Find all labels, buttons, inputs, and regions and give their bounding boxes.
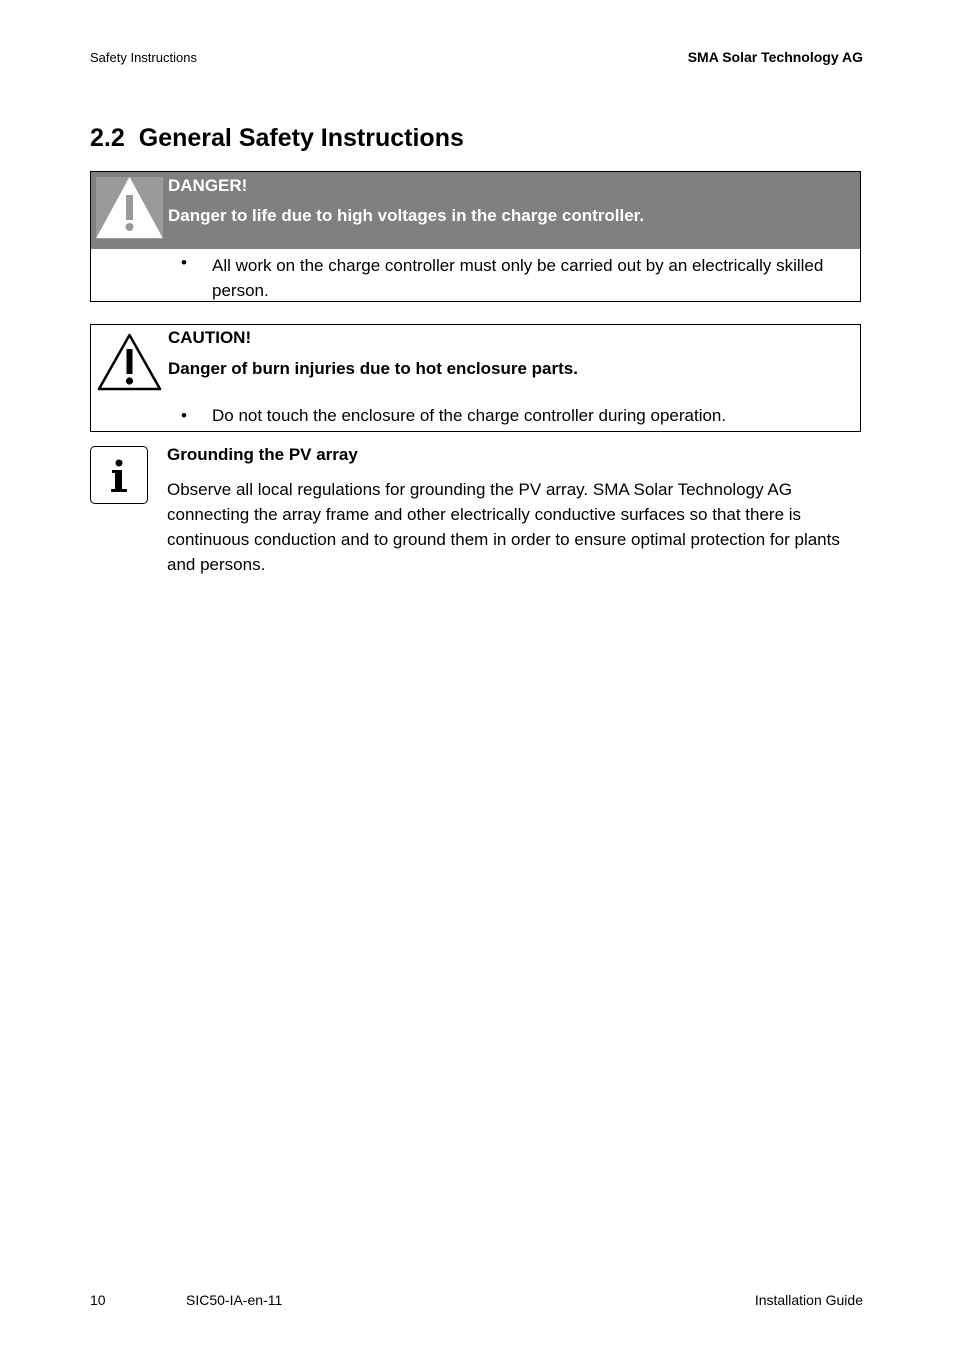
danger-instruction: All work on the charge controller must only be carried out by an electrically skilled person. (212, 256, 824, 300)
caution-subtitle: Danger of burn injuries due to hot enclosure parts. (168, 359, 578, 378)
document-id: SIC50-IA-en-11 (186, 1292, 283, 1308)
page-number: 10 (90, 1292, 106, 1308)
running-header-company: SMA Solar Technology AG (687, 49, 863, 65)
page-title (90, 124, 464, 153)
running-header-section: Safety Instructions (90, 50, 197, 65)
danger-label: DANGER! (168, 176, 248, 195)
caution-label: CAUTION! (168, 328, 252, 347)
warning-triangle-icon (96, 177, 163, 239)
danger-notice (90, 171, 861, 302)
bullet: • (181, 406, 187, 425)
danger-header (91, 172, 860, 249)
caution-notice (90, 324, 861, 432)
section-number: 2.2 (90, 124, 125, 152)
section-title-text: General Safety Instructions (138, 124, 464, 152)
danger-subtitle: Danger to life due to high voltages in the charge controller. (168, 206, 645, 225)
bullet: • (181, 253, 187, 272)
info-body: Observe all local regulations for grounding the PV array. SMA Solar Technology AG connecting the array frame and other electrically conductive surfaces so that there is continuous conduction and to ground them in order to ensure optimal protection for plants and persons. (167, 480, 840, 574)
warning-triangle-icon (96, 332, 163, 392)
document-type: Installation Guide (754, 1292, 863, 1308)
info-icon (90, 446, 148, 504)
caution-instruction: Do not touch the enclosure of the charge controller during operation. (212, 406, 727, 425)
info-title: Grounding the PV array (167, 445, 358, 464)
